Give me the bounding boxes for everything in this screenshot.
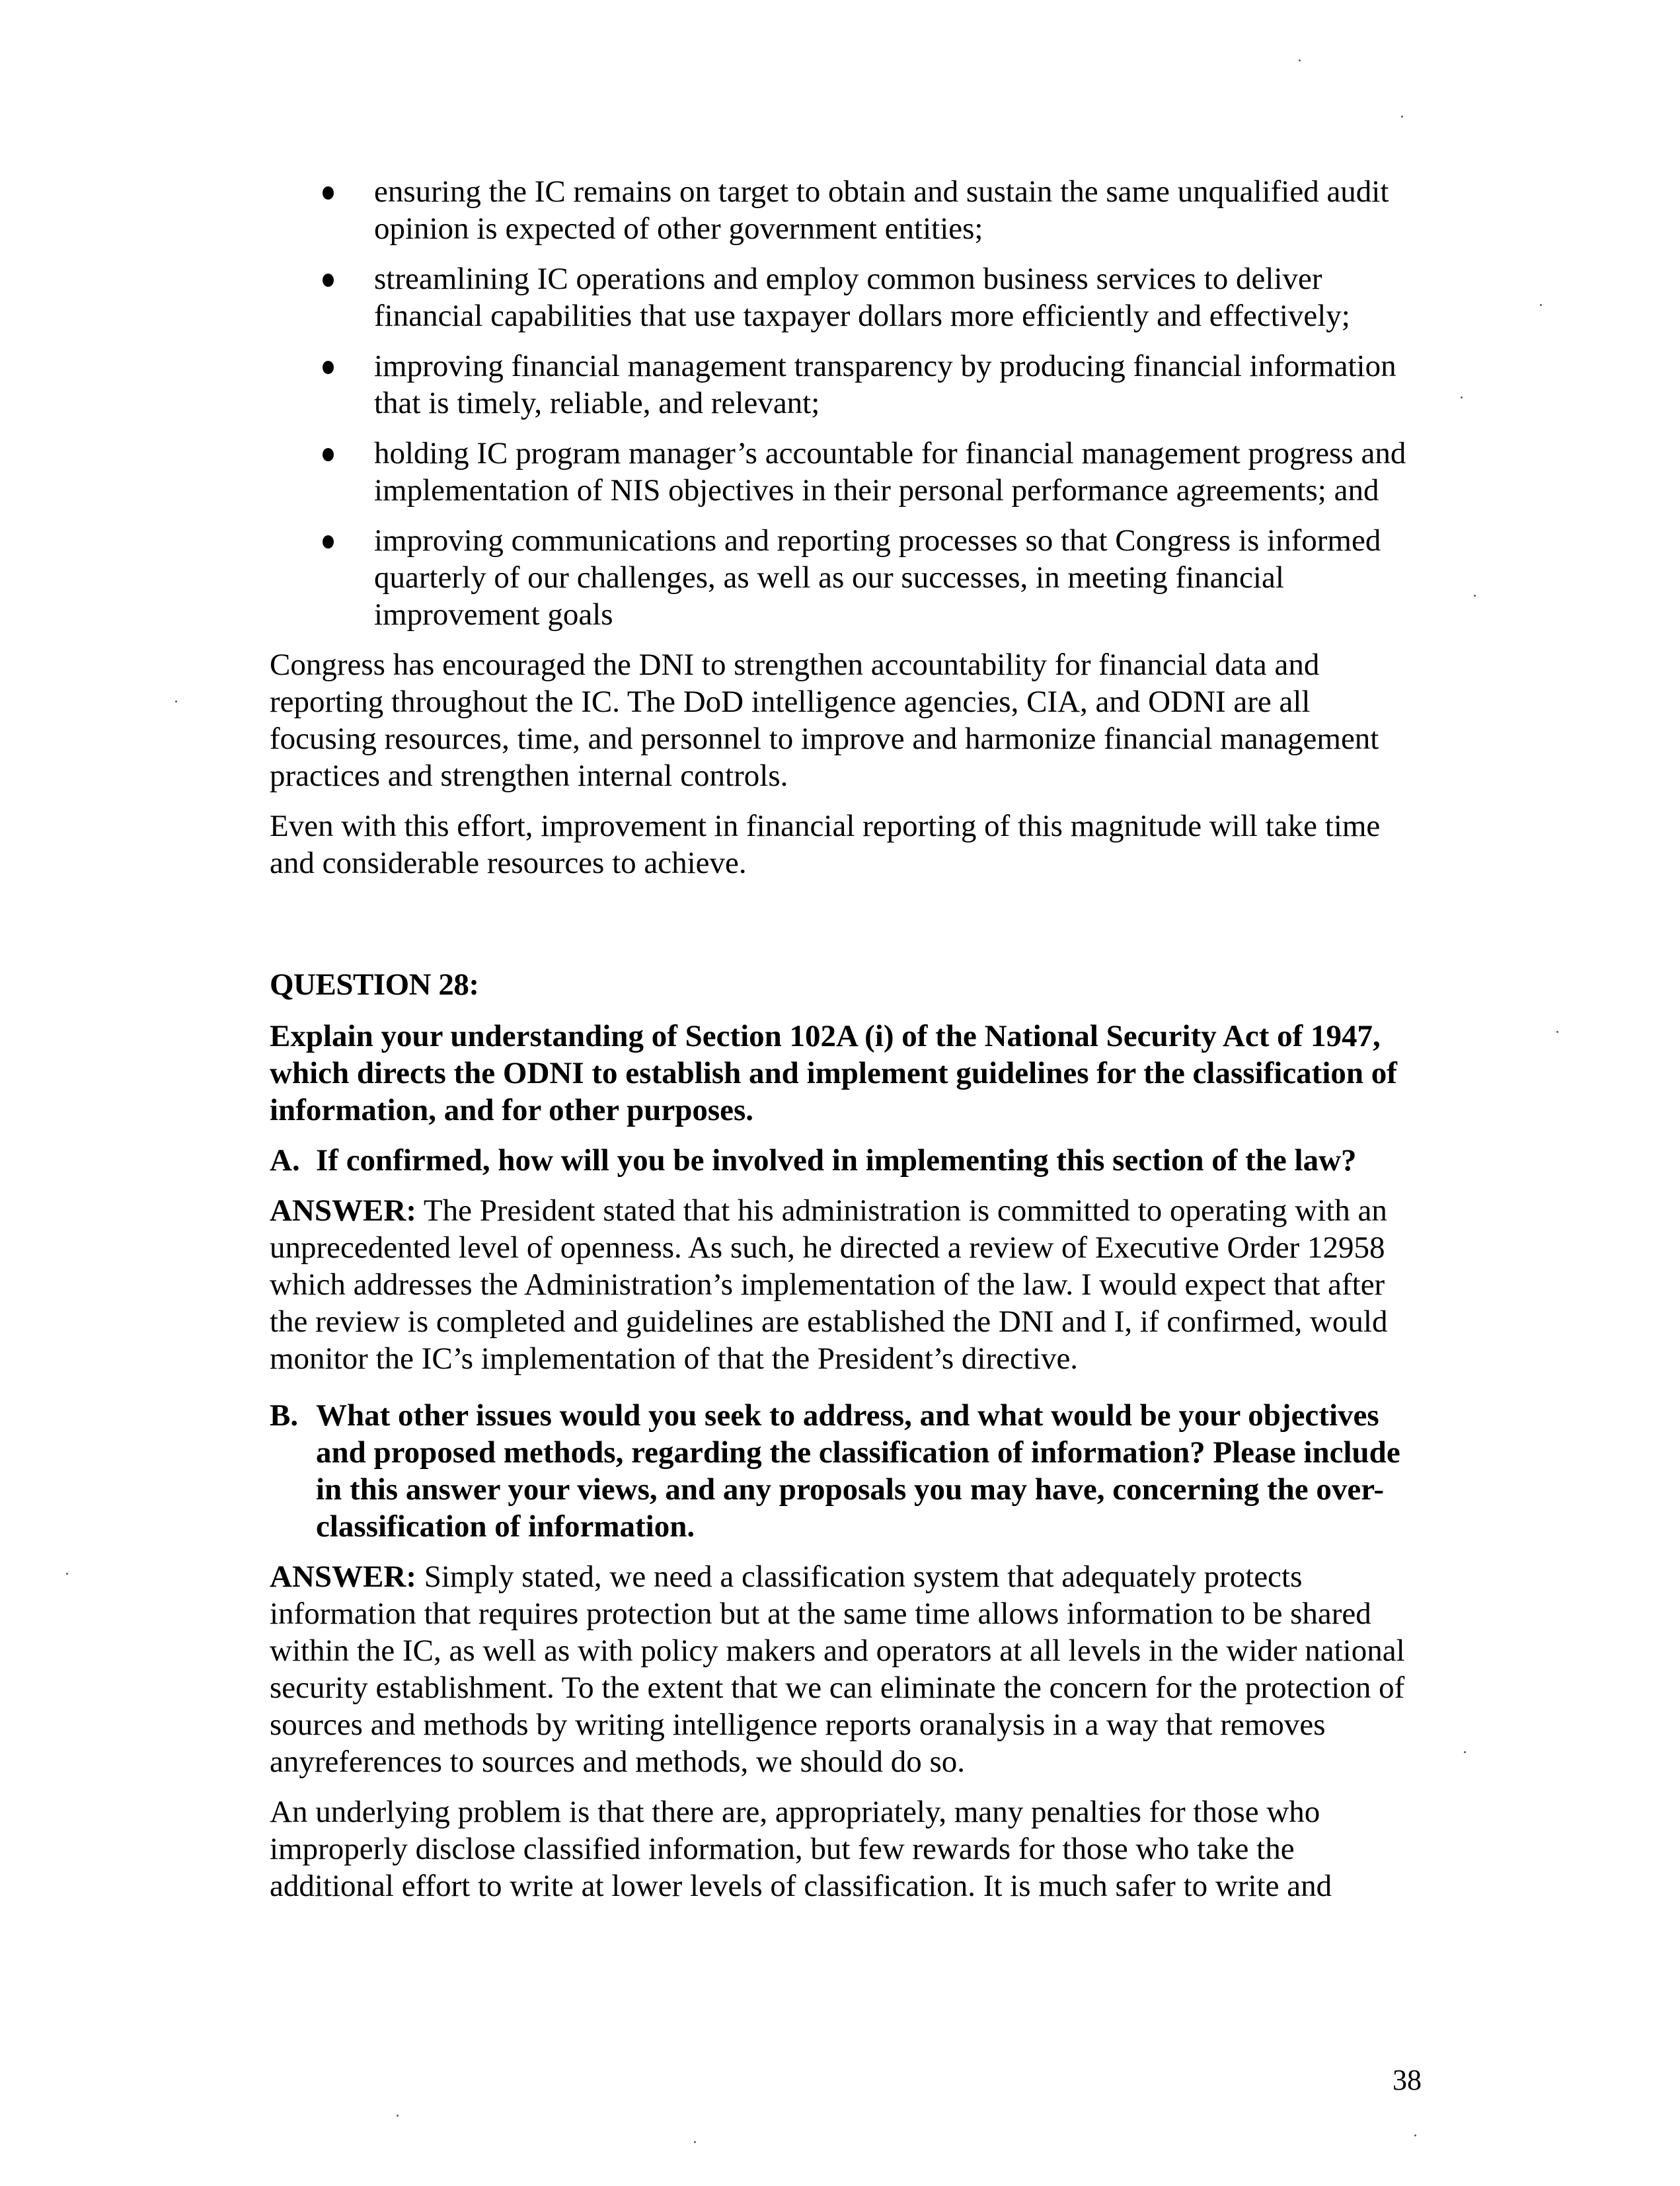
scan-speck	[1556, 1031, 1558, 1033]
page-number: 38	[1393, 2064, 1422, 2096]
congress-paragraph: Congress has encouraged the DNI to strengthen accountability for financial data and reporting throughout the IC. The DoD intelligence agencies, CIA, and ODNI are all focusing resources, time, and personnel to improve and harmonize financial management practices and strengthen internal controls.	[270, 648, 1379, 793]
bullet-item	[270, 348, 1420, 422]
question-heading: QUESTION 28:	[270, 967, 479, 1002]
bullet-text: ensuring the IC remains on target to obtain and sustain the same unqualified audit opinion is expected of other government entities;	[374, 174, 1389, 246]
bullet-text: holding IC program manager’s accountable for financial management progress and implementation of NIS objectives in their personal performance agreements; and	[374, 436, 1406, 508]
bullet-icon	[323, 186, 334, 200]
question-text: Explain your understanding of Section 102A (i) of the National Security Act of 1947, which directs the ODNI to establish and implement guidelines for the classification of information, and for other purposes.	[270, 1019, 1397, 1127]
answer-b-text: Simply stated, we need a classification system that adequately protects information that requires protection but at the same time allows information to be shared within the IC, as well as with policy makers and operators at all levels in the wider national security establishment. To the extent that we can eliminate the concern for the protection of sources and methods by writing intelligence reports oranalysis in a way that removes anyreferences to sources and methods, we should do so.	[270, 1560, 1405, 1779]
bullet-icon	[323, 448, 334, 461]
bullet-icon	[323, 274, 334, 287]
scan-speck	[1414, 2134, 1416, 2136]
bullet-text: streamlining IC operations and employ common business services to deliver financial capabilities that use taxpayer dollars more efficiently and effectively;	[374, 262, 1350, 333]
scan-speck	[1540, 304, 1542, 306]
effort-paragraph: Even with this effort, improvement in financial reporting of this magnitude will take time and considerable resources to achieve.	[270, 809, 1381, 880]
bullet-icon	[323, 535, 334, 548]
bullet-icon	[323, 361, 334, 374]
bullet-item	[270, 173, 1420, 247]
scan-speck	[66, 1573, 68, 1575]
sub-question-a	[270, 1142, 1420, 1179]
bullet-item	[270, 435, 1420, 509]
underlying-problem-paragraph: An underlying problem is that there are, appropriately, many penalties for those who improperly disclose classified information, but few rewards for those who take the additional effort to write at lower levels of classification. It is much safer to write and	[270, 1795, 1332, 1903]
bullet-item	[270, 522, 1420, 633]
sub-question-b-letter: B.	[270, 1398, 299, 1433]
objectives-bullet-list	[270, 173, 1420, 633]
bullet-item	[270, 260, 1420, 334]
sub-question-a-text: If confirmed, how will you be involved in implementing this section of the law?	[316, 1143, 1357, 1178]
scan-speck	[1461, 396, 1463, 398]
scan-speck	[694, 2141, 696, 2143]
scan-speck	[1464, 1751, 1466, 1753]
answer-a-label: ANSWER:	[270, 1193, 416, 1228]
page-content	[270, 173, 1420, 1918]
scan-speck	[1474, 595, 1476, 597]
answer-a-text: The President stated that his administration is committed to operating with an unprecedented level of openness. As such, he directed a review of Executive Order 12958 which addresses the Administration’s implementation of the law. I would expect that after the review is completed and guidelines are established the DNI and I, if confirmed, would monitor the IC’s implementation of that the President’s directive.	[270, 1193, 1388, 1376]
answer-b	[270, 1558, 1420, 1780]
section-spacer	[270, 895, 1420, 966]
scan-speck	[1299, 59, 1301, 61]
spacer	[270, 1390, 1420, 1397]
sub-question-b	[270, 1397, 1420, 1545]
sub-question-a-letter: A.	[270, 1143, 300, 1178]
sub-question-b-text: What other issues would you seek to address, and what would be your objectives and proposed methods, regarding the classification of information? Please include in this answer your views, and any proposals you may have, concerning the over-classification of information.	[316, 1398, 1400, 1544]
bullet-text: improving financial management transparency by producing financial information that is timely, reliable, and relevant;	[374, 349, 1396, 420]
scan-speck	[175, 700, 177, 702]
bullet-text: improving communications and reporting processes so that Congress is informed quarterly of our challenges, as well as our successes, in meeting financial improvement goals	[374, 523, 1381, 632]
answer-a	[270, 1192, 1420, 1377]
scan-speck	[397, 2115, 399, 2117]
answer-b-label: ANSWER:	[270, 1560, 416, 1594]
scan-speck	[1401, 116, 1403, 118]
